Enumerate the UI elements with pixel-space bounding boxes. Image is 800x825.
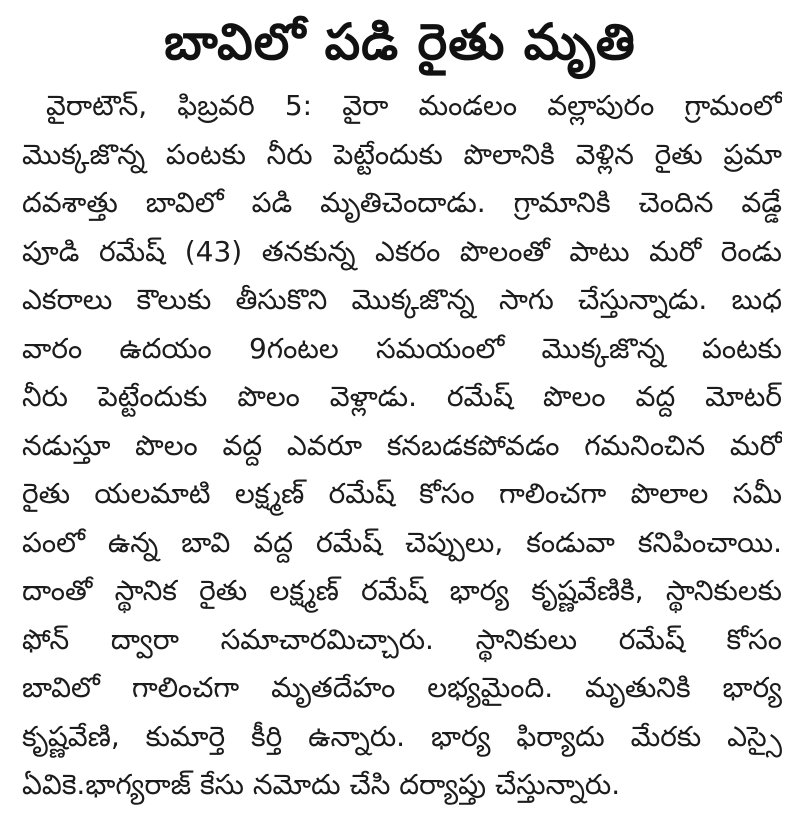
- article-line: ఏవికె.భాగ్యరాజ్ కేసు నమోదు చేసి దర్యాప్తు చేస్తున్నారు.: [22, 768, 621, 801]
- article-line: వైరాటౌన్, ఫిబ్రవరి 5: వైరా మండలం వల్లాపురం గ్రామంలో: [46, 89, 782, 122]
- article-line: కృష్ణవేణి, కుమార్తె కీర్తి ఉన్నారు. భార్య ఫిర్యాదు మేరకు ఎస్సై: [22, 719, 782, 753]
- article-line: పంలో ఉన్న బావి వద్ద రమేష్ చెప్పులు, కండువా కనిపించాయి.: [22, 525, 782, 559]
- headline: బావిలో పడి రైతు మృతి: [164, 13, 636, 71]
- article-line: మొక్కజొన్న పంటకు నీరు పెట్టేందుకు పొలానికి వెళ్లిన రైతు ప్రమా: [22, 137, 782, 171]
- article-line: రైతు యలమాటి లక్ష్మణ్ రమేష్ కోసం గాలించగా పొలాల సమీ: [22, 477, 782, 510]
- article-line: వారం ఉదయం 9గంటల సమయంలో మొక్కజొన్న పంటకు: [22, 331, 782, 365]
- article-line: నీరు పెట్టేందుకు పొలం వెళ్లాడు. రమేష్ పొలం వద్ద మోటర్: [22, 380, 782, 413]
- article-line: దాంతో స్థానిక రైతు లక్ష్మణ్ రమేష్ భార్య కృష్ణవేణికి, స్థానికులకు: [22, 574, 782, 607]
- article-body: [22, 82, 782, 810]
- article-line: నడుస్తూ పొలం వద్ద ఎవరూ కనబడకపోవడం గమనించిన మరో: [22, 428, 782, 462]
- article-line: పూడి రమేష్ (43) తనకున్న ఎకరం పొలంతో పాటు మరో రెండు: [22, 234, 782, 268]
- article-line: ఫోన్ ద్వారా సమాచారమిచ్చారు. స్థానికులు రమేష్ కోసం: [22, 622, 782, 656]
- article-line: ఎకరాలు కౌలుకు తీసుకొని మొక్కజొన్న సాగు చేస్తున్నాడు. బుధ: [22, 283, 782, 316]
- article-line: బావిలో గాలించగా మృతదేహం లభ్యమైంది. మృతునికి భార్య: [22, 671, 782, 704]
- article-line: దవశాత్తు బావిలో పడి మృతిచెందాడు. గ్రామానికి చెందిన వడ్డే: [22, 186, 782, 219]
